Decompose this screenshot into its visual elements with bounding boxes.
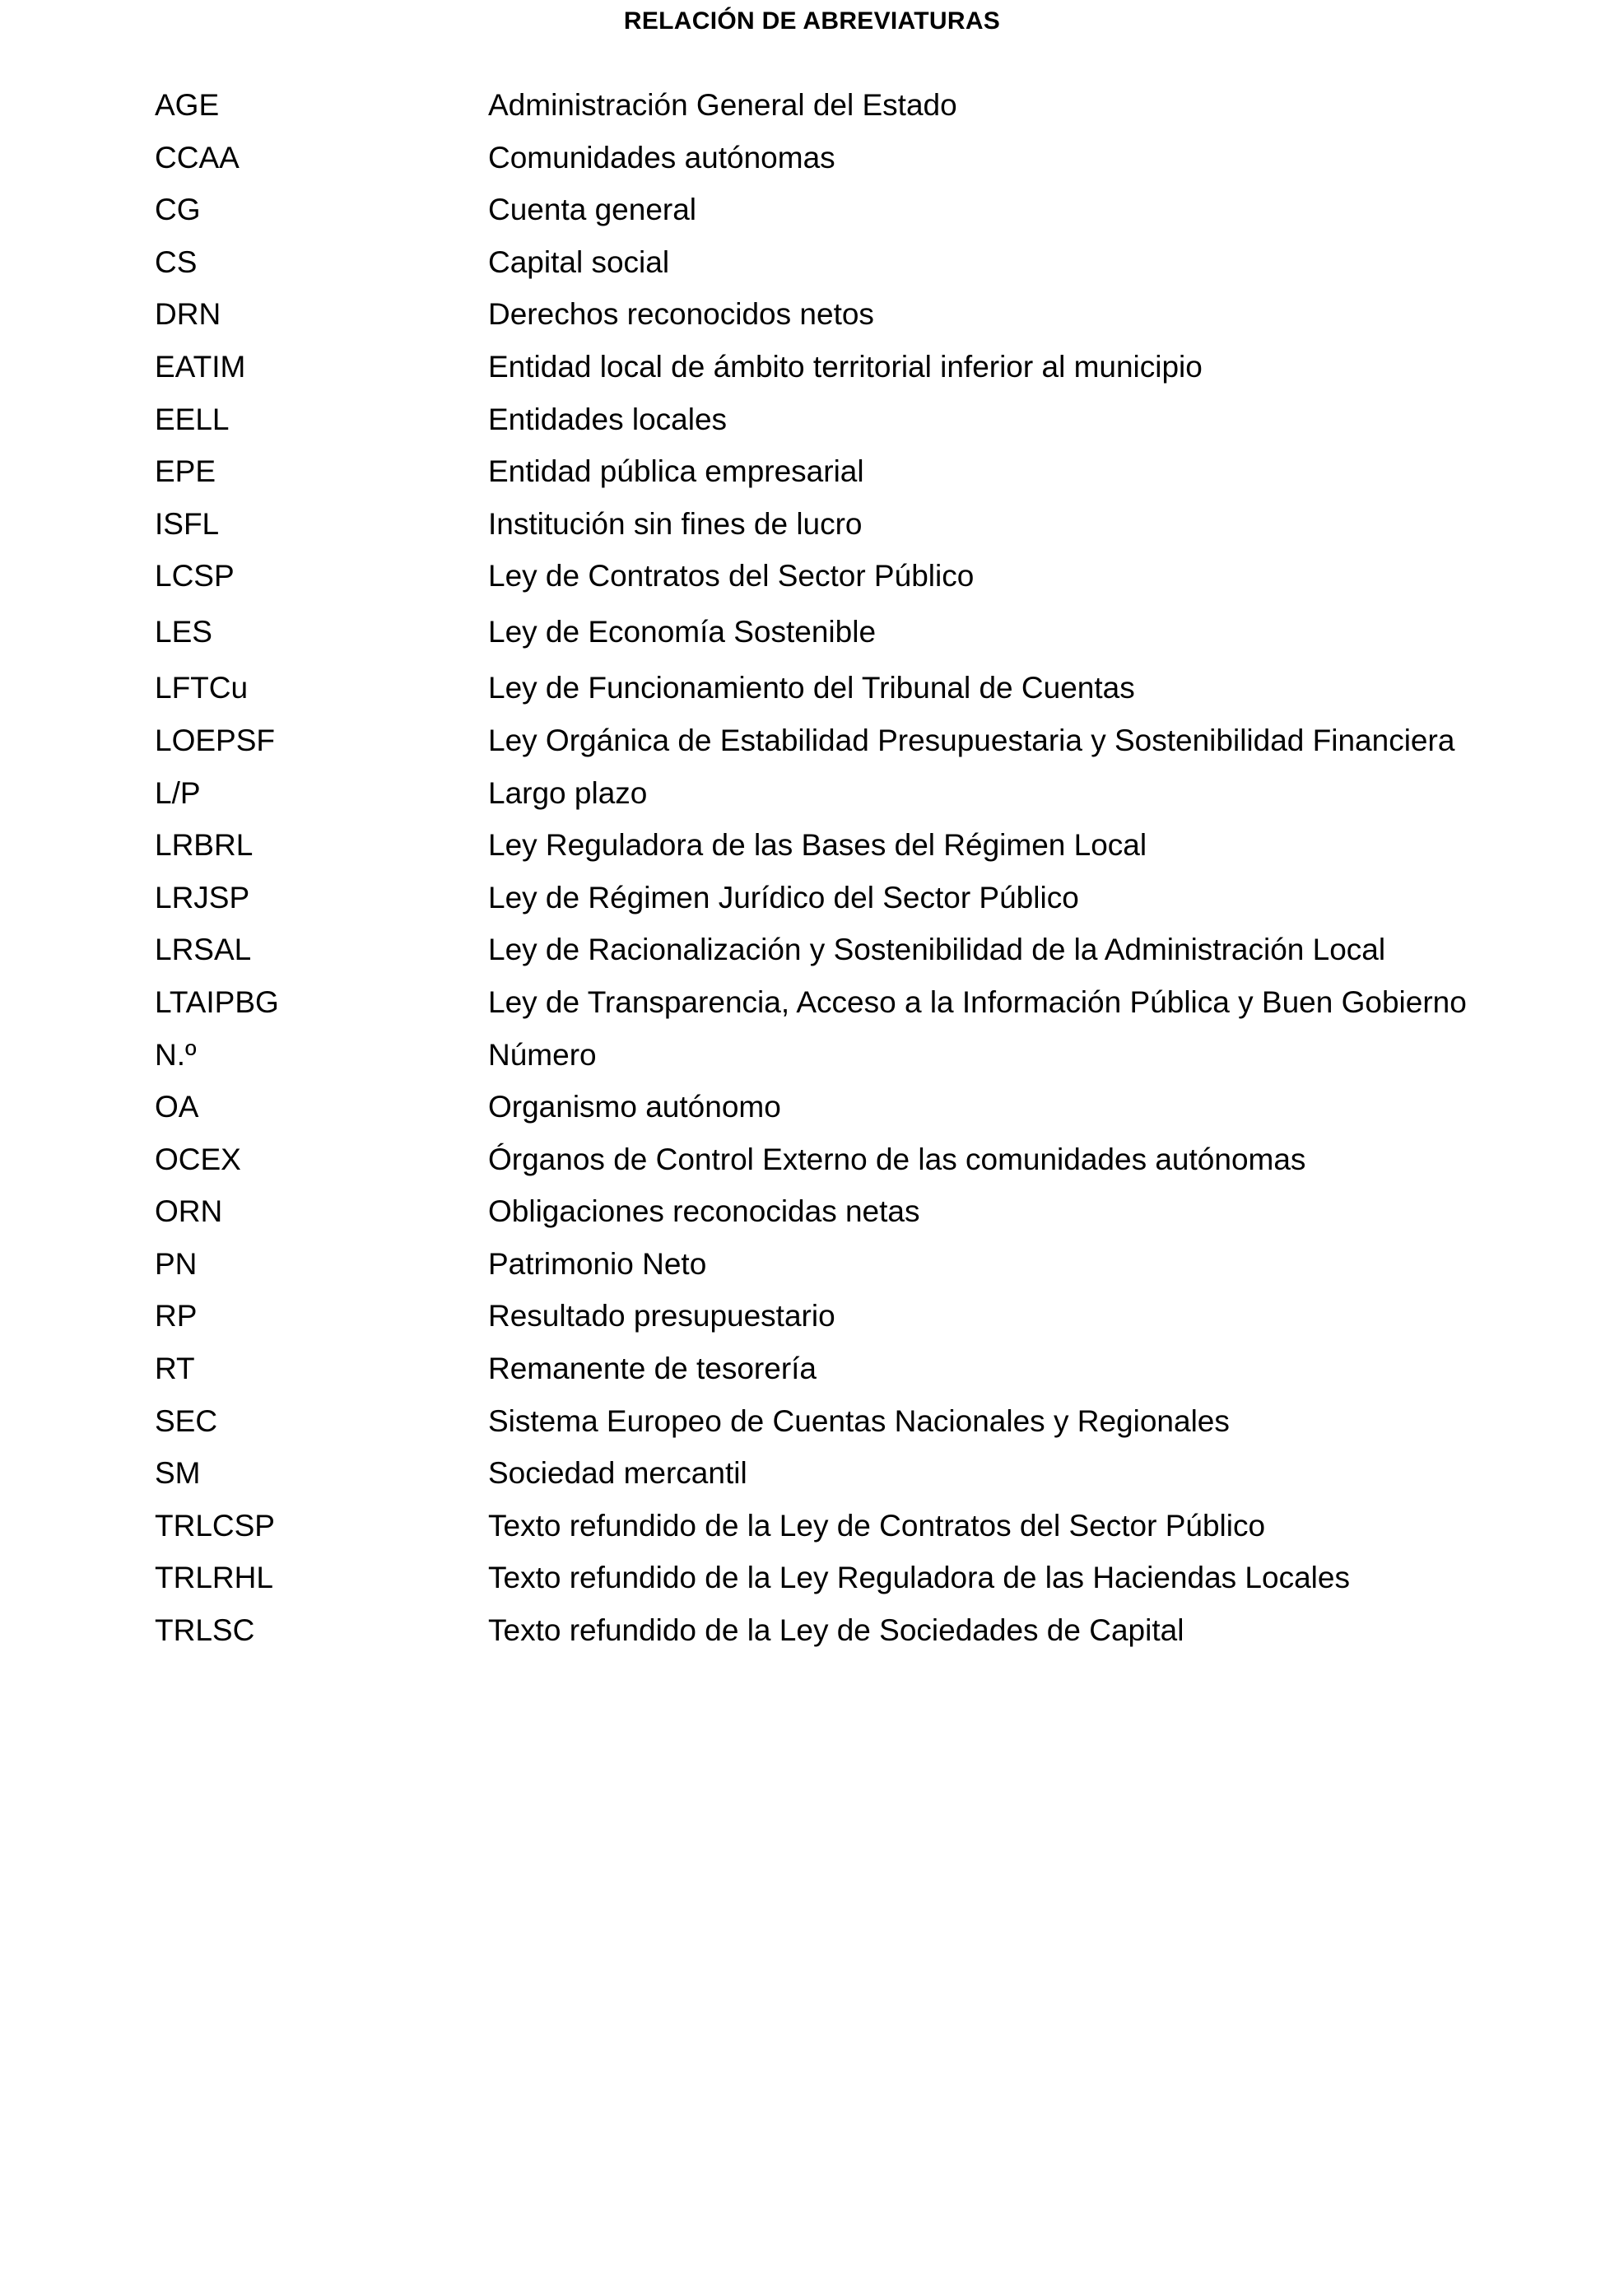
abbreviation-meaning: Texto refundido de la Ley de Contratos del Sector Público bbox=[488, 1508, 1266, 1543]
abbreviation-row bbox=[155, 930, 1554, 983]
abbreviation-meaning: Ley Orgánica de Estabilidad Presupuestaria y Sostenibilidad Financiera bbox=[488, 723, 1455, 757]
abbreviation-meaning: Organismo autónomo bbox=[488, 1090, 781, 1124]
abbreviation-row bbox=[155, 1402, 1554, 1454]
abbreviation-term: EELL bbox=[155, 402, 230, 436]
abbreviation-meaning: Texto refundido de la Ley de Sociedades de Capital bbox=[488, 1613, 1184, 1648]
abbreviation-term: OCEX bbox=[155, 1142, 241, 1176]
abbreviation-meaning: Órganos de Control Externo de las comunidades autónomas bbox=[488, 1142, 1306, 1176]
abbreviation-row bbox=[155, 1087, 1554, 1140]
abbreviation-row bbox=[155, 826, 1554, 878]
abbreviation-row bbox=[155, 190, 1554, 243]
abbreviation-meaning: Capital social bbox=[488, 244, 670, 279]
abbreviation-row bbox=[155, 1349, 1554, 1402]
abbreviation-row bbox=[155, 668, 1554, 721]
abbreviation-term: CCAA bbox=[155, 140, 240, 175]
abbreviation-meaning: Ley de Régimen Jurídico del Sector Público bbox=[488, 880, 1079, 914]
abbreviation-meaning: Ley de Racionalización y Sostenibilidad de la Administración Local bbox=[488, 933, 1386, 967]
abbreviation-meaning: Ley de Contratos del Sector Público bbox=[488, 559, 975, 593]
abbreviation-row bbox=[155, 243, 1554, 296]
abbreviation-row bbox=[155, 612, 1554, 668]
abbreviation-meaning: Sociedad mercantil bbox=[488, 1456, 747, 1491]
abbreviation-meaning: Entidades locales bbox=[488, 402, 728, 436]
abbreviation-row bbox=[155, 983, 1554, 1035]
abbreviation-term: SEC bbox=[155, 1403, 218, 1438]
abbreviation-meaning: Derechos reconocidos netos bbox=[488, 297, 874, 332]
abbreviation-term: CG bbox=[155, 193, 201, 227]
abbreviation-row bbox=[155, 556, 1554, 612]
abbreviation-row bbox=[155, 774, 1554, 826]
abbreviation-term: DRN bbox=[155, 297, 221, 332]
abbreviation-meaning: Administración General del Estado bbox=[488, 88, 957, 122]
abbreviation-meaning: Institución sin fines de lucro bbox=[488, 506, 863, 541]
abbreviation-term: LRJSP bbox=[155, 880, 250, 914]
page-title: RELACIÓN DE ABREVIATURAS bbox=[623, 7, 1001, 35]
abbreviation-term: EPE bbox=[155, 454, 216, 489]
abbreviation-term: LRBRL bbox=[155, 828, 254, 863]
abbreviation-term: EATIM bbox=[155, 349, 246, 384]
abbreviation-row bbox=[155, 1506, 1554, 1559]
abbreviation-row bbox=[155, 1296, 1554, 1349]
abbreviation-term: SM bbox=[155, 1456, 201, 1491]
abbreviation-term: TRLRHL bbox=[155, 1561, 273, 1595]
abbreviation-term: AGE bbox=[155, 88, 220, 122]
abbreviation-row bbox=[155, 1035, 1554, 1088]
abbreviation-term: TRLSC bbox=[155, 1613, 255, 1648]
abbreviation-meaning: Comunidades autónomas bbox=[488, 140, 835, 175]
abbreviation-meaning: Obligaciones reconocidas netas bbox=[488, 1194, 920, 1229]
abbreviation-row bbox=[155, 1140, 1554, 1193]
abbreviation-term: PN bbox=[155, 1246, 198, 1281]
abbreviation-term: CS bbox=[155, 244, 198, 279]
abbreviation-term: LCSP bbox=[155, 559, 235, 593]
abbreviation-meaning: Sistema Europeo de Cuentas Nacionales y Regionales bbox=[488, 1403, 1230, 1438]
abbreviation-meaning: Cuenta general bbox=[488, 193, 697, 227]
abbreviation-meaning: Entidad pública empresarial bbox=[488, 454, 864, 489]
abbreviation-term: TRLCSP bbox=[155, 1508, 275, 1543]
abbreviation-row bbox=[155, 347, 1554, 400]
abbreviation-term: LFTCu bbox=[155, 671, 249, 705]
abbreviation-meaning: Número bbox=[488, 1037, 597, 1072]
abbreviation-meaning: Ley Reguladora de las Bases del Régimen Local bbox=[488, 828, 1147, 863]
abbreviation-meaning: Largo plazo bbox=[488, 775, 648, 810]
abbreviation-row bbox=[155, 1558, 1554, 1611]
abbreviation-meaning: Entidad local de ámbito territorial inferior al municipio bbox=[488, 349, 1203, 384]
abbreviation-term: LES bbox=[155, 615, 212, 649]
abbreviation-row bbox=[155, 138, 1554, 191]
abbreviation-term: LTAIPBG bbox=[155, 984, 279, 1019]
abbreviation-term: N.º bbox=[155, 1037, 197, 1072]
abbreviation-meaning: Ley de Transparencia, Acceso a la Información Pública y Buen Gobierno bbox=[488, 984, 1467, 1019]
abbreviation-row bbox=[155, 1192, 1554, 1245]
abbreviation-meaning: Resultado presupuestario bbox=[488, 1299, 835, 1333]
abbreviation-meaning: Patrimonio Neto bbox=[488, 1246, 707, 1281]
abbreviation-term: L/P bbox=[155, 775, 201, 810]
abbreviation-row bbox=[155, 1611, 1554, 1664]
abbreviation-meaning: Ley de Funcionamiento del Tribunal de Cuentas bbox=[488, 671, 1135, 705]
abbreviation-row bbox=[155, 878, 1554, 931]
abbreviation-term: LOEPSF bbox=[155, 723, 275, 757]
abbreviation-meaning: Remanente de tesorería bbox=[488, 1352, 817, 1386]
abbreviation-row bbox=[155, 1454, 1554, 1506]
abbreviation-row bbox=[155, 295, 1554, 347]
abbreviation-term: LRSAL bbox=[155, 933, 252, 967]
abbreviation-row bbox=[155, 400, 1554, 453]
abbreviation-list bbox=[155, 86, 1554, 1664]
abbreviation-row bbox=[155, 1245, 1554, 1297]
abbreviation-term: ISFL bbox=[155, 506, 220, 541]
abbreviation-row bbox=[155, 505, 1554, 557]
abbreviation-term: RP bbox=[155, 1299, 198, 1333]
abbreviation-row bbox=[155, 452, 1554, 505]
abbreviation-row bbox=[155, 86, 1554, 138]
abbreviation-term: OA bbox=[155, 1090, 199, 1124]
abbreviation-term: ORN bbox=[155, 1194, 223, 1229]
abbreviation-meaning: Texto refundido de la Ley Reguladora de las Haciendas Locales bbox=[488, 1561, 1350, 1595]
abbreviation-row bbox=[155, 721, 1554, 774]
abbreviation-term: RT bbox=[155, 1352, 195, 1386]
abbreviation-meaning: Ley de Economía Sostenible bbox=[488, 615, 877, 649]
